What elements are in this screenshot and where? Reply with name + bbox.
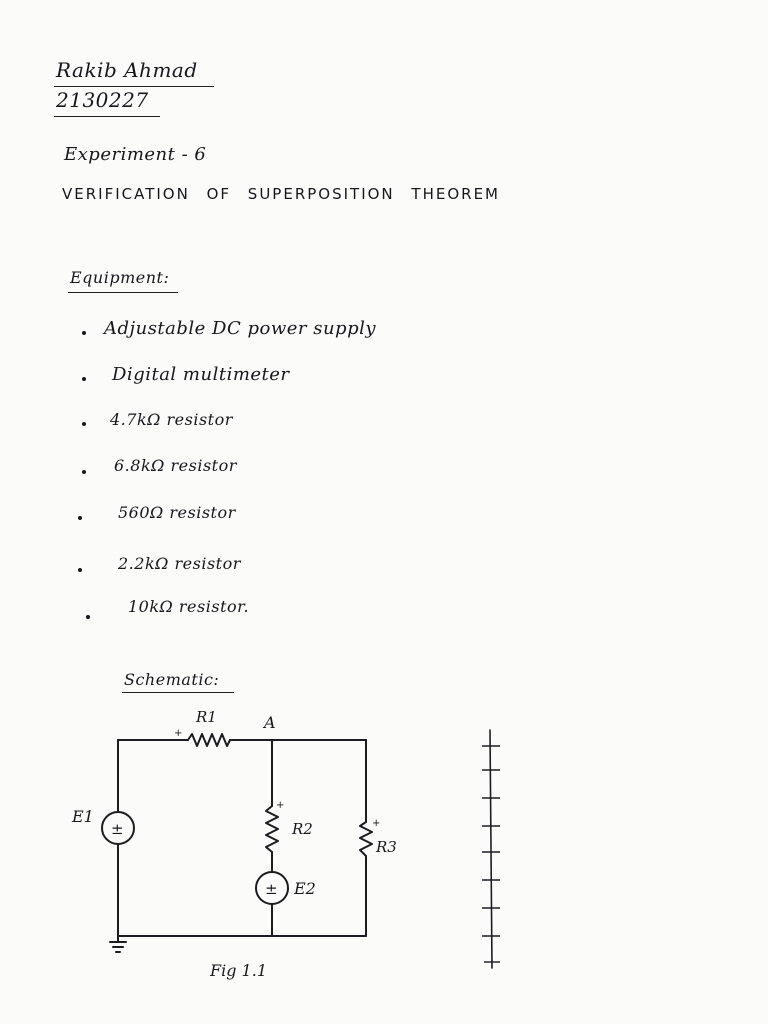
label-e1: E1 bbox=[72, 807, 94, 826]
list-item: 4.7kΩ resistor bbox=[110, 410, 233, 429]
label-r2: R2 bbox=[292, 820, 313, 838]
experiment-number: Experiment - 6 bbox=[64, 144, 207, 165]
label-node-a: A bbox=[264, 713, 276, 732]
schematic-heading: Schematic: bbox=[124, 670, 220, 689]
list-item: 6.8kΩ resistor bbox=[114, 456, 237, 475]
label-r1: R1 bbox=[196, 708, 217, 726]
list-item: 10kΩ resistor. bbox=[128, 597, 250, 616]
svg-text:±: ± bbox=[111, 820, 124, 838]
experiment-title: VERIFICATION OF SUPERPOSITION THEOREM bbox=[62, 185, 500, 203]
svg-text:+: + bbox=[174, 728, 183, 739]
tick-scale bbox=[490, 730, 492, 968]
list-item: Adjustable DC power supply bbox=[104, 318, 377, 339]
equipment-heading: Equipment: bbox=[70, 268, 170, 287]
svg-text:+: + bbox=[372, 818, 381, 829]
svg-text:±: ± bbox=[265, 880, 278, 898]
figure-caption: Fig 1.1 bbox=[210, 961, 267, 980]
list-item: 560Ω resistor bbox=[118, 503, 236, 522]
list-item: Digital multimeter bbox=[112, 364, 290, 385]
resistor-r3 bbox=[360, 822, 372, 856]
label-e2: E2 bbox=[294, 879, 316, 898]
list-item: 2.2kΩ resistor bbox=[118, 554, 241, 573]
svg-text:+: + bbox=[276, 800, 285, 811]
label-r3: R3 bbox=[376, 838, 397, 856]
student-name: Rakib Ahmad bbox=[56, 58, 198, 82]
resistor-r2 bbox=[266, 806, 278, 852]
resistor-r1 bbox=[188, 734, 230, 746]
student-id: 2130227 bbox=[56, 88, 149, 112]
